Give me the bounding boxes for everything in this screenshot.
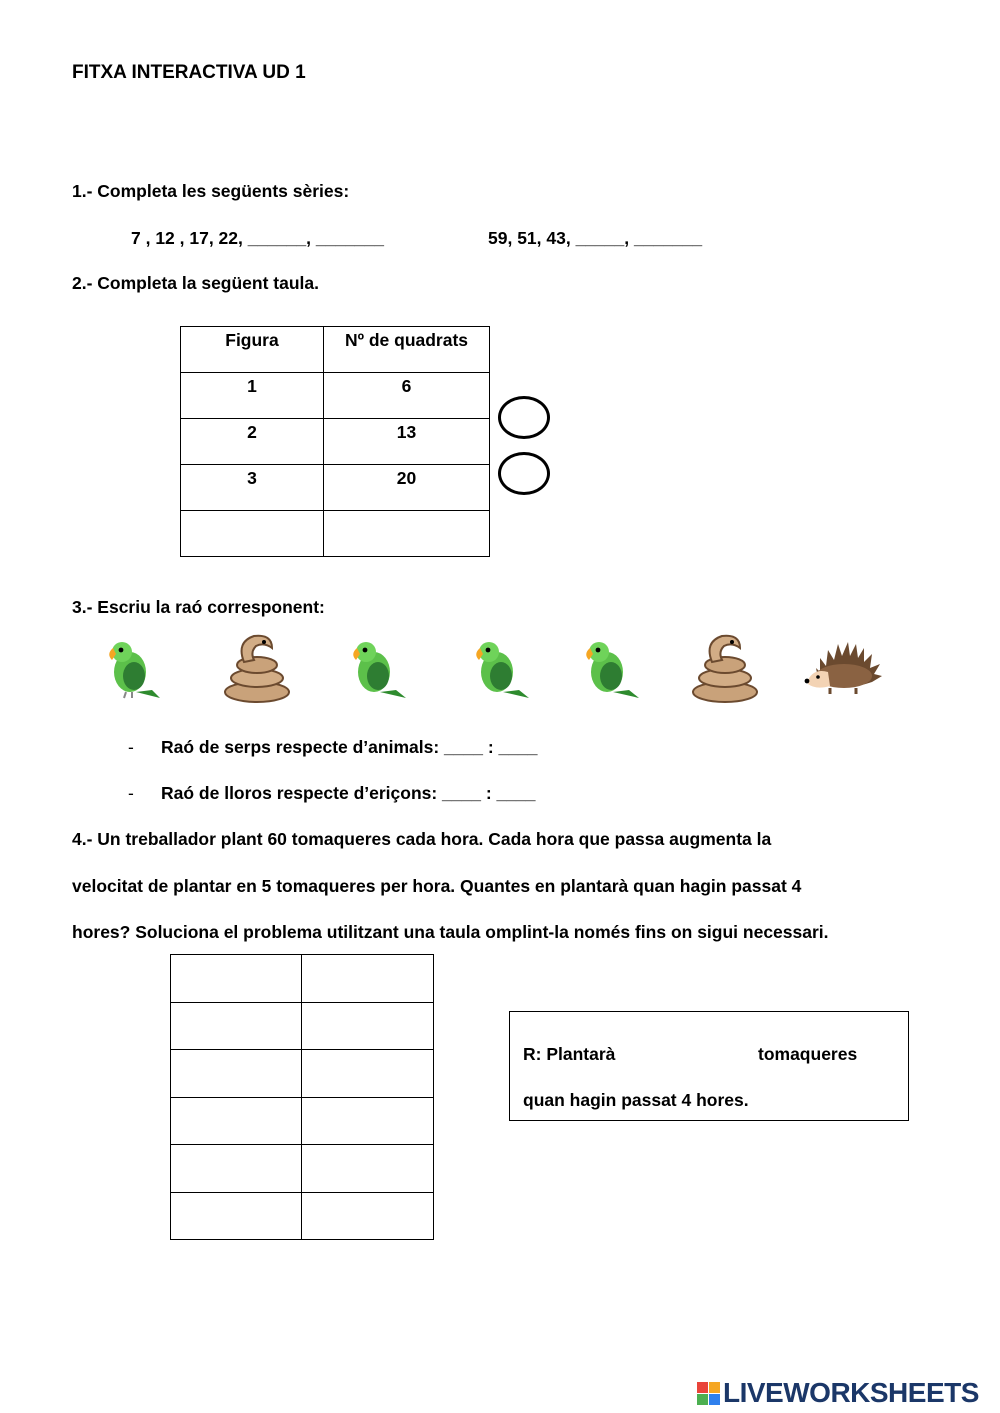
bullet-dash: - xyxy=(128,737,134,757)
table-cell: 13 xyxy=(324,419,490,465)
answer-text-unit: tomaqueres xyxy=(758,1044,858,1064)
table-cell-empty[interactable] xyxy=(171,1192,302,1240)
table-cell-empty[interactable] xyxy=(302,1097,434,1145)
work-table xyxy=(170,954,434,1240)
hedgehog-icon xyxy=(800,628,888,698)
snake-icon xyxy=(220,628,294,704)
table-cell-empty[interactable] xyxy=(302,955,434,1003)
logo-square xyxy=(709,1394,720,1405)
answer-box xyxy=(509,1011,909,1121)
liveworksheets-logo xyxy=(697,1375,979,1411)
snake-icon xyxy=(688,628,762,704)
bullet-dash: - xyxy=(128,783,134,803)
table-row xyxy=(171,1050,434,1098)
table-row xyxy=(171,1192,434,1240)
table-cell: 3 xyxy=(181,465,324,511)
table-cell-empty[interactable] xyxy=(324,511,490,557)
question-4-line-2: velocitat de plantar en 5 tomaqueres per hora. Quantes en plantarà quan hagin passat 4 xyxy=(72,876,802,896)
logo-text: LIVEWORKSHEETS xyxy=(723,1377,979,1408)
parrot-icon xyxy=(467,632,541,706)
table-cell-empty[interactable] xyxy=(302,1192,434,1240)
parrot-icon xyxy=(577,632,651,706)
logo-square xyxy=(709,1382,720,1393)
table-cell-empty[interactable] xyxy=(302,1050,434,1098)
page-title: FITXA INTERACTIVA UD 1 xyxy=(72,62,306,83)
series-b: 59, 51, 43, _____, _______ xyxy=(488,228,703,248)
parrot-icon xyxy=(100,632,174,706)
table-cell: 20 xyxy=(324,465,490,511)
question-4-line-3: hores? Soluciona el problema utilitzant una taula omplint-la només fins on sigui necessari. xyxy=(72,922,829,942)
header-quadrats: Nº de quadrats xyxy=(324,327,490,373)
table-cell-empty[interactable] xyxy=(171,1002,302,1050)
table-row xyxy=(171,955,434,1003)
table-cell: 2 xyxy=(181,419,324,465)
question-2-heading: 2.- Completa la següent taula. xyxy=(72,273,319,293)
table-row xyxy=(181,465,490,511)
table-cell: 1 xyxy=(181,373,324,419)
table-cell-empty[interactable] xyxy=(171,1050,302,1098)
question-3-heading: 3.- Escriu la raó corresponent: xyxy=(72,597,325,617)
table-cell-empty[interactable] xyxy=(171,955,302,1003)
table-cell-empty[interactable] xyxy=(171,1097,302,1145)
table-cell-empty[interactable] xyxy=(181,511,324,557)
parrot-icon xyxy=(344,632,418,706)
question-4-line-1: 4.- Un treballador plant 60 tomaqueres cada hora. Cada hora que passa augmenta la xyxy=(72,829,772,849)
answer-oval-2[interactable] xyxy=(498,452,550,495)
table-row xyxy=(181,511,490,557)
answer-oval-1[interactable] xyxy=(498,396,550,439)
logo-mark-icon xyxy=(697,1382,720,1405)
table-cell-empty[interactable] xyxy=(302,1002,434,1050)
table-cell-empty[interactable] xyxy=(302,1145,434,1193)
ratio-item-1 xyxy=(128,737,538,758)
table-row xyxy=(171,1002,434,1050)
table-row xyxy=(181,419,490,465)
table-row xyxy=(171,1097,434,1145)
ratio-item-2 xyxy=(128,783,536,804)
series-a: 7 , 12 , 17, 22, ______, _______ xyxy=(131,228,384,248)
question-1-heading: 1.- Completa les següents sèries: xyxy=(72,181,350,201)
table-cell: 6 xyxy=(324,373,490,419)
header-figura: Figura xyxy=(181,327,324,373)
table-cell-empty[interactable] xyxy=(171,1145,302,1193)
table-row xyxy=(181,373,490,419)
answer-text-end: quan hagin passat 4 hores. xyxy=(523,1090,749,1110)
table-row xyxy=(171,1145,434,1193)
ratio-item-2-text: Raó de lloros respecte d’eriçons: ____ : ____ xyxy=(161,783,536,803)
logo-square xyxy=(697,1382,708,1393)
answer-text-start: R: Plantarà xyxy=(523,1044,616,1064)
logo-square xyxy=(697,1394,708,1405)
ratio-item-1-text: Raó de serps respecte d’animals: ____ : ____ xyxy=(161,737,538,757)
figure-table xyxy=(180,326,490,557)
table-row xyxy=(181,327,490,373)
